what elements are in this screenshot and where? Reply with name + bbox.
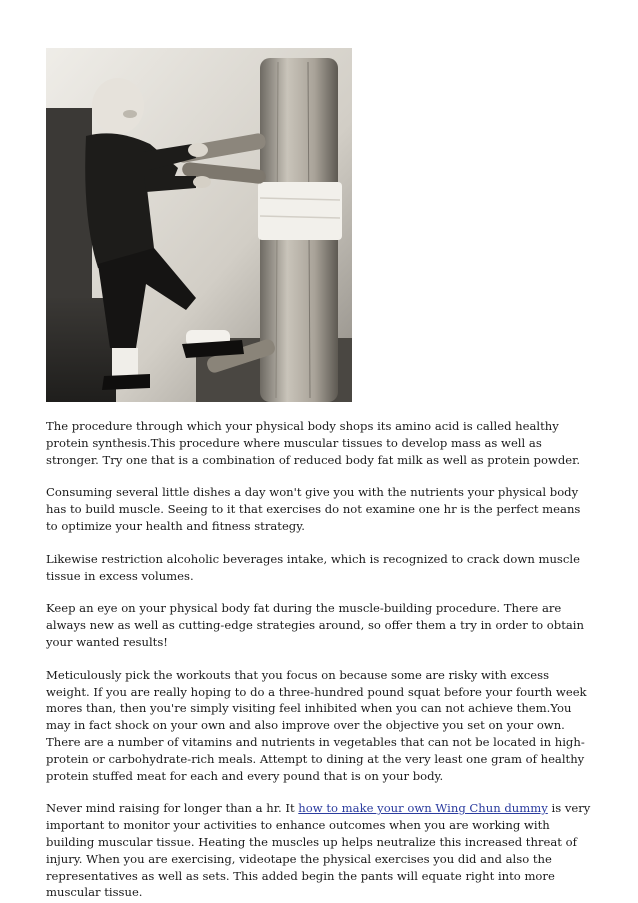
article-photo — [46, 48, 352, 402]
article-body — [46, 418, 594, 901]
paragraph-5: Meticulously pick the workouts that you focus on because some are risky with excess weight. If you are really hoping to do a three-hundred pound squat before your fourth week mores than, then you're simply visiting feel inhibited when you can not achieve them.You may in fact shock on your own and also improve over the objective you set on your own. There are a number of vitamins and nutrients in vegetables that can not be located in high-protein or carbohydrate-rich meals. Attempt to dining at the very least one gram of healthy protein stuffed meat for each and every pound that is on your body. — [46, 667, 587, 783]
paragraph-3: Likewise restriction alcoholic beverages intake, which is recognized to crack down muscle tissue in excess volumes. — [46, 551, 580, 583]
paragraph-6-tail: is very important to monitor your activities to enhance outcomes when you are working with building muscular tissue. Heating the muscles up helps neutralize this increased threat of injury. When you are exercising, videotape the physical exercises you did and also the representatives as well as sets. This added begin the pants will equate right into more muscular tissue. — [46, 801, 591, 900]
wooden-dummy-photo — [46, 48, 352, 402]
paragraph-6 — [46, 800, 594, 901]
paragraph-1: The procedure through which your physical body shops its amino acid is called healthy protein synthesis.This procedure where muscular tissues to develop mass as well as stronger. Try one that is a combination of reduced body fat milk as well as protein powder. — [46, 419, 581, 467]
wing-chun-dummy-link[interactable]: how to make your own Wing Chun dummy — [298, 801, 548, 816]
paragraph-2: Consuming several little dishes a day won't give you with the nutrients your physical body has to build muscle. Seeing to it that exercises do not examine one hr is the perfect means to optimize your health and fitness strategy. — [46, 485, 581, 533]
paragraph-4: Keep an eye on your physical body fat during the muscle-building procedure. There are always new as well as cutting-edge strategies around, so offer them a try in order to obtain your wanted results! — [46, 601, 584, 649]
paragraph-6-lead: Never mind raising for longer than a hr. It — [46, 801, 299, 816]
